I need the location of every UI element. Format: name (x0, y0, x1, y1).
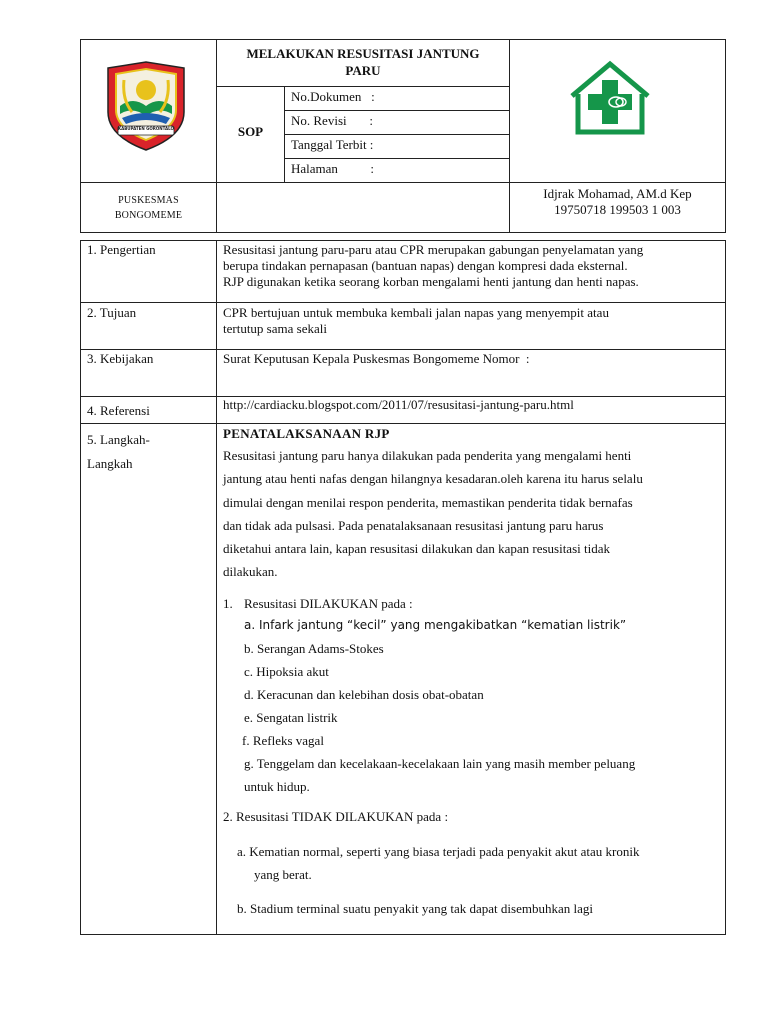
list-item: f. Refleks vagal (242, 733, 324, 748)
section-1-title: Resusitasi DILAKUKAN pada : (244, 596, 413, 611)
signer-nip: 19750718 199503 1 003 (554, 202, 681, 217)
paragraph-line-5: diketahui antara lain, kapan resusitasi dilakukan dan kapan resusitasi tidak (223, 541, 610, 557)
pengertian-text (223, 242, 643, 290)
field-no-dokumen: No.Dokumen : (291, 89, 375, 104)
field-halaman: Halaman : (291, 161, 375, 176)
langkah-paragraph (223, 444, 643, 584)
paragraph-line-2: jantung atau henti nafas dengan hilangnya kesadaran.oleh karena itu harus selalu (223, 471, 643, 487)
section-2-title: 2. Resusitasi TIDAK DILAKUKAN pada : (223, 809, 449, 824)
list-item: e. Sengatan listrik (244, 710, 338, 725)
kebijakan-text: Surat Keputusan Kepala Puskesmas Bongomeme Nomor : (223, 351, 530, 366)
institution-line-2: BONGOMEME (114, 210, 183, 221)
paragraph-line-4: dan tidak ada pulsasi. Pada penatalaksanaan resusitasi jantung paru harus (223, 517, 604, 533)
sop-title (217, 45, 509, 79)
section-2-item-a-cont: yang berat. (254, 867, 312, 882)
row-label-langkah-line-1: 5. Langkah- (87, 432, 150, 447)
list-item: a. Infark jantung “kecil” yang mengakibatkan “kematian listrik” (244, 618, 627, 632)
institution-name (81, 193, 216, 223)
signer-block (510, 186, 725, 218)
list-item: c. Hipoksia akut (244, 664, 329, 679)
row-label-tujuan: 2. Tujuan (87, 305, 137, 320)
section-2-item-b: b. Stadium terminal suatu penyakit yang tak dapat disembuhkan lagi (237, 901, 593, 916)
row-label-referensi: 4. Referensi (87, 403, 150, 418)
signer-name: Idjrak Mohamad, AM.d Kep (543, 186, 692, 201)
sop-title-line-1: MELAKUKAN RESUSITASI JANTUNG (246, 46, 480, 61)
tujuan-line-2: tertutup sama sekali (223, 321, 327, 336)
emblem-banner-text: KABUPATEN GORONTALO (118, 126, 174, 131)
field-tanggal-terbit: Tanggal Terbit : (291, 137, 374, 152)
pengertian-line-2: berupa tindakan pernapasan (bantuan napas) dengan kompresi dada eksternal. (223, 258, 628, 273)
section-1-number: 1. (223, 596, 233, 611)
field-no-revisi: No. Revisi : (291, 113, 373, 128)
paragraph-line-3: dimulai dengan menilai respon penderita, memastikan penderita tidak bernafas (223, 494, 633, 510)
pengertian-line-3: RJP digunakan ketika seorang korban mengalami henti jantung dan henti napas. (223, 274, 639, 289)
section-2-item-a: a. Kematian normal, seperti yang biasa terjadi pada penyakit akut atau kronik (237, 844, 640, 859)
list-item: d. Keracunan dan kelebihan dosis obat-obatan (244, 687, 484, 702)
row-label-pengertian: 1. Pengertian (87, 242, 156, 257)
institution-line-1: PUSKESMAS (118, 195, 179, 206)
sop-title-line-2: PARU (345, 63, 381, 78)
pengertian-line-1: Resusitasi jantung paru-paru atau CPR merupakan gabungan penyelamatan yang (223, 242, 644, 257)
tujuan-line-1: CPR bertujuan untuk membuka kembali jalan napas yang menyempit atau (223, 305, 609, 320)
row-label-langkah (87, 428, 150, 476)
referensi-link[interactable]: http://cardiacku.blogspot.com/2011/07/resusitasi-jantung-paru.html (223, 397, 574, 412)
sop-label: SOP (237, 124, 264, 139)
list-item: b. Serangan Adams-Stokes (244, 641, 384, 656)
list-item: untuk hidup. (244, 779, 310, 794)
paragraph-line-1: Resusitasi jantung paru hanya dilakukan pada penderita yang mengalami henti (223, 448, 632, 463)
list-item: g. Tenggelam dan kecelakaan-kecelakaan lain yang masih member peluang (244, 756, 636, 771)
section-1-list (244, 614, 635, 798)
row-label-langkah-line-2: Langkah (87, 456, 133, 471)
tujuan-text (223, 305, 609, 337)
row-label-kebijakan: 3. Kebijakan (87, 351, 154, 366)
paragraph-line-6: dilakukan. (223, 564, 278, 580)
langkah-heading: PENATALAKSANAAN RJP (223, 426, 390, 441)
puskesmas-logo-icon (568, 60, 652, 136)
regency-emblem-icon (104, 60, 188, 152)
